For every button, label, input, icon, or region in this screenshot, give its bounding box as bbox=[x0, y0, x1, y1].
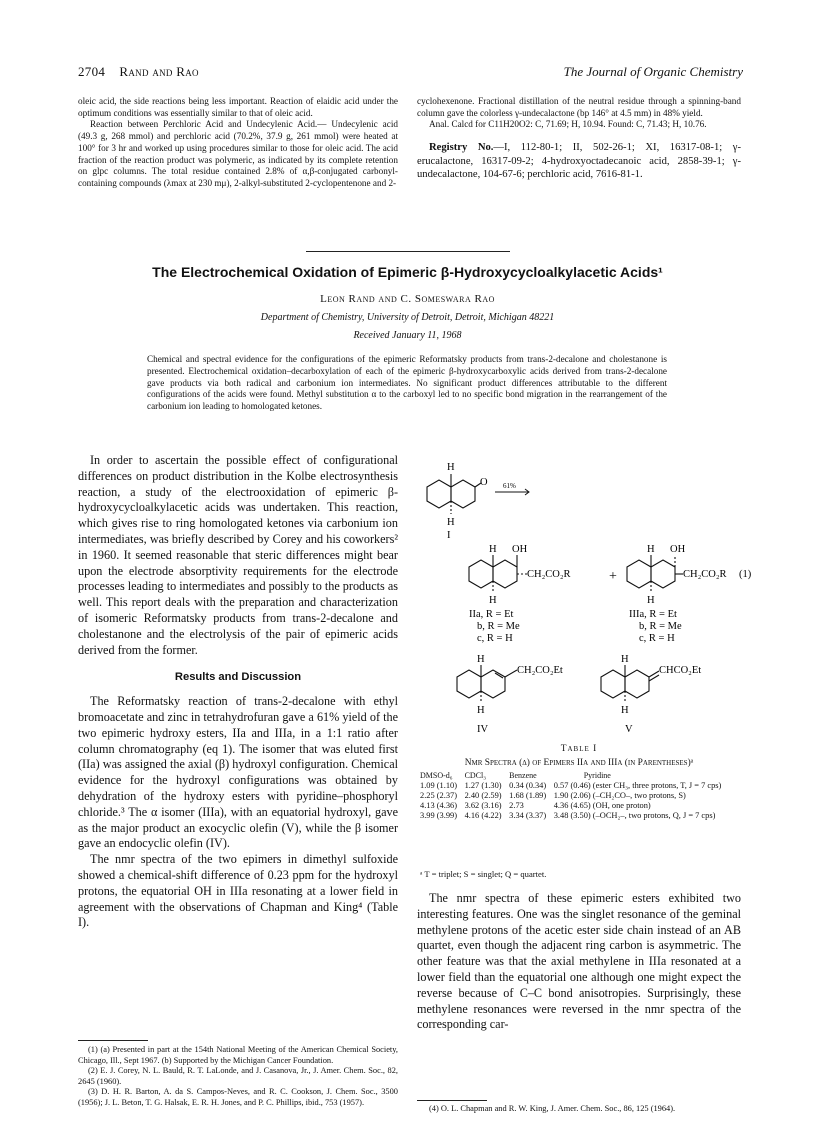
column-header: Pyridine bbox=[583, 771, 611, 780]
table-cell: 4.16 (4.22) bbox=[464, 811, 502, 820]
table-cell: 3.62 (3.16) bbox=[464, 801, 502, 810]
table-cell: 1.90 (2.06) (–CH₂CO–, two protons, S) bbox=[553, 791, 686, 800]
footnotes bbox=[78, 1045, 398, 1109]
table-cell: 3.48 (3.50) (–OCH₂–, two protons, Q, J = 7 cps) bbox=[553, 811, 716, 820]
label-IIIc: c, R = H bbox=[639, 633, 675, 644]
label-IIb: b, R = Me bbox=[477, 621, 520, 632]
table-cell: 0.34 (0.34) bbox=[509, 781, 547, 790]
registry-numbers bbox=[417, 141, 741, 182]
received-date: Received January 11, 1968 bbox=[353, 330, 462, 341]
results-paragraph: The Reformatsky reaction of trans-2-decalone with ethyl bromoacetate and zinc in tetrahydrofuran gave a 61% yield of the two epimeric hydroxy esters, IIa and IIIa, in a 1:1 ratio after column chromatography (eq 1). The isomer that was eluted first (IIa) was assigned the axial (β) hydroxyl configuration. Chemical evidence for the hydroxyl configurations was obtained by dehydration of the hydroxy esters with pyridine–phosphoryl chloride.³ The α isomer (IIIa), with an equatorial hydroxyl, gave as the major product an exocyclic olefin (V), while the β isomer gave an endocyclic olefin (IV). bbox=[78, 694, 398, 851]
side-chain-V: CHCO₂Et bbox=[659, 665, 702, 676]
table-cell: 4.36 (4.65) (OH, one proton) bbox=[553, 801, 651, 810]
article-affiliation: Department of Chemistry, University of Detroit, Detroit, Michigan 48221 bbox=[260, 312, 555, 323]
paragraph: oleic acid, the side reactions being less important. Reaction of elaidic acid under the optimum conditions was essentially similar to that of oleic acid. bbox=[78, 96, 398, 118]
nmr-table bbox=[420, 771, 744, 821]
table-cell: 2.25 (2.37) bbox=[420, 791, 457, 800]
table-row bbox=[420, 811, 744, 821]
hydroxyl-label: OH bbox=[512, 544, 528, 555]
hydrogen-label: H bbox=[489, 544, 497, 555]
table-cell: 0.57 (0.46) (ester CH₃, three protons, T, J = 7 cps) bbox=[553, 781, 722, 790]
column-header: DMSO-d₆ bbox=[420, 771, 453, 780]
table-cell: 4.13 (4.36) bbox=[420, 801, 457, 810]
hydrogen-label: H bbox=[447, 517, 455, 528]
hydroxyl-label: OH bbox=[670, 544, 686, 555]
table-row bbox=[420, 781, 744, 791]
paragraph: cyclohexenone. Fractional distillation of the neutral residue through a spinning-band column gave the colorless γ-undecalactone (bp 146° at 4.5 mm) in 48% yield. bbox=[417, 96, 741, 118]
paragraph: Reaction between Perchloric Acid and Undecylenic Acid.— Undecylenic acid (49.3 g, 268 mmol) and perchloric acid (70.2%, 37.9 g, 261 mmol) were heated at 100° for 3 hr and worked up using procedures similar to those for oleic acid. The acid fraction of the reaction product was polymeric, as indicated by its complete retention on glpc columns. The total residue contained 2.8% of α,β-conjugated carbonyl-containing compounds (λmax at 230 mμ), 2-alkyl-substituted 2-cyclopentenone and 2- bbox=[78, 119, 398, 188]
footnote: (2) E. J. Corey, N. L. Bauld, R. T. LaLonde, and J. Casanova, Jr., J. Amer. Chem. Soc., 82, 2645 (1960). bbox=[78, 1066, 398, 1086]
plus-sign: + bbox=[609, 569, 617, 584]
table-cell: 1.27 (1.30) bbox=[464, 781, 502, 790]
section-heading: Results and Discussion bbox=[174, 671, 302, 684]
intro-paragraph: In order to ascertain the possible effect of configurational differences on product distribution in the Kolbe electrosynthesis reaction, a study of the electrooxidation of epimeric β-hydroxycycloalkylacetic acids was undertaken. This reaction, which gives rise to ring homologated ketones via carbonium ion intermediates, was briefly described by Corey and his coworkers² in 1960. It seemed reasonable that steric differences might bear upon the electrode absorptivity requirements for the electrode processes leading to intermediates and possibly to the products as well. This report deals with the preparation and characterization of isomeric Reformatsky products from trans-2-decalone and cholestanone and the electrolysis of the pair of epimeric acids derived from the former. bbox=[78, 453, 398, 657]
results-paragraph: The nmr spectra of the two epimers in dimethyl sulfoxide showed a chemical-shift difference of 0.23 ppm for the hydroxyl protons, the equatorial OH in IIIa resonating at a lower field in agreement with the observations of Chapman and King⁴ (Table I). bbox=[78, 852, 398, 930]
oxygen-label: O bbox=[480, 477, 488, 488]
hydrogen-label: H bbox=[477, 654, 485, 665]
table-caption: Table I bbox=[560, 744, 598, 754]
running-authors: Rand and Rao bbox=[119, 64, 199, 79]
column-header: Benzene bbox=[509, 771, 537, 780]
journal-name: The Journal of Organic Chemistry bbox=[563, 64, 743, 79]
footnote: (4) O. L. Chapman and R. W. King, J. Amer. Chem. Soc., 86, 125 (1964). bbox=[429, 1104, 676, 1113]
equation-number: (1) bbox=[739, 569, 752, 580]
table-header-row bbox=[420, 771, 744, 781]
structure-V bbox=[601, 665, 659, 703]
table-footnote: ᵃ T = triplet; S = singlet; Q = quartet. bbox=[420, 869, 547, 879]
previous-article-right-column bbox=[417, 96, 741, 182]
yield-label: 61% bbox=[503, 482, 516, 490]
label-IIIa: IIIa, R = Et bbox=[629, 609, 677, 620]
article-divider bbox=[306, 251, 510, 252]
hydrogen-label: H bbox=[621, 705, 629, 716]
compound-label-I: I bbox=[447, 530, 451, 541]
main-left-column bbox=[78, 453, 398, 931]
page-number: 2704 bbox=[78, 64, 106, 79]
table-cell: 2.73 bbox=[509, 801, 524, 810]
hydrogen-label: H bbox=[647, 595, 655, 606]
table-cell: 3.99 (3.99) bbox=[420, 811, 457, 820]
compound-label-IV: IV bbox=[477, 724, 489, 735]
hydrogen-label: H bbox=[477, 705, 485, 716]
footnote: (3) D. H. R. Barton, A. da S. Campos-Neves, and R. C. Cookson, J. Chem. Soc., 3500 (1956); J. L. Beton, T. G. Halsak, E. R. H. Jones, and P. C. Phillips, ibid., 753 (1957). bbox=[78, 1087, 398, 1107]
compound-label-V: V bbox=[625, 724, 633, 735]
table-cell: 1.09 (1.10) bbox=[420, 781, 457, 790]
footnote: (1) (a) Presented in part at the 154th National Meeting of the American Chemical Society, Chicago, Ill., Sept 1967. (b) Supported by the Michigan Cancer Foundation. bbox=[78, 1045, 398, 1065]
structure-I bbox=[427, 474, 481, 514]
side-chain-IV: CH₂CO₂Et bbox=[517, 665, 563, 676]
column-header: CDCl₃ bbox=[464, 771, 487, 780]
abstract: Chemical and spectral evidence for the configurations of the epimeric Reformatsky products from trans-2-decalone and cholestanone is presented. Electrochemical oxidation–decarboxylation of each of the epimeric β-hydroxycarboxylic acids derived from trans-2-decalone gave products via both radical and carbonium ion intermediates. No significant product differences attributable to the different configurations of the acids were found. Methyl substitution α to the carboxyl led to no specific bond migration in the rearrangement of the carbonium ion leading to homologated ketones. bbox=[147, 354, 667, 412]
footnote-divider bbox=[78, 1040, 148, 1041]
table-subtitle: Nmr Spectra (δ) of Epimers IIa and IIIa (in Parentheses)ᵃ bbox=[464, 758, 694, 768]
footnote-divider bbox=[417, 1100, 487, 1101]
table-cell: 1.68 (1.89) bbox=[509, 791, 547, 800]
label-IIc: c, R = H bbox=[477, 633, 513, 644]
side-chain-III: CH₂CO₂R bbox=[683, 569, 727, 580]
paragraph: The nmr spectra of these epimeric esters exhibited two interesting features. One was the singlet resonance of the geminal methylene protons of the acetic ester side chain instead of an AB quartet, even though the adjacent ring carbon is asymmetric. The other feature was that the axial methylene in IIIa resonated at a lower field than the equatorial one although one might expect the reverse because of C–C bond anisotropies. Surprisingly, these methylene resonances were reversed in the nmr spectra of the corresponding car- bbox=[417, 891, 741, 1032]
page-header-left bbox=[78, 64, 199, 80]
hydrogen-label: H bbox=[647, 544, 655, 555]
label-IIa: IIa, R = Et bbox=[469, 609, 514, 620]
label-IIIb: b, R = Me bbox=[639, 621, 682, 632]
reaction-scheme bbox=[417, 452, 757, 744]
structure-III bbox=[627, 555, 683, 593]
article-authors: Leon Rand and C. Someswara Rao bbox=[320, 293, 495, 305]
main-right-column bbox=[417, 891, 741, 1033]
structure-IV bbox=[457, 665, 517, 703]
hydrogen-label: H bbox=[447, 462, 455, 473]
registry-label: Registry No. bbox=[429, 142, 494, 154]
registry-text: —I, 112-80-1; II, 502-26-1; XI, 16317-08-1; γ-erucalactone, 16317-09-2; 4-hydroxyoctadecanoic acid, 2858-39-1; γ-undecalactone, 104-67-6; perchloric acid, 7616-81-1. bbox=[417, 142, 741, 181]
hydrogen-label: H bbox=[489, 595, 497, 606]
structure-II bbox=[469, 555, 527, 593]
table-row bbox=[420, 791, 744, 801]
previous-article-left-column bbox=[78, 96, 398, 190]
side-chain-II: CH₂CO₂R bbox=[527, 569, 571, 580]
table-cell: 3.34 (3.37) bbox=[509, 811, 547, 820]
hydrogen-label: H bbox=[621, 654, 629, 665]
analysis-paragraph: Anal. Calcd for C11H20O2: C, 71.69; H, 10.94. Found: C, 71.43; H, 10.76. bbox=[429, 119, 707, 130]
table-cell: 2.40 (2.59) bbox=[464, 791, 502, 800]
table-row bbox=[420, 801, 744, 811]
article-title: The Electrochemical Oxidation of Epimeric β-Hydroxycycloalkylacetic Acids¹ bbox=[152, 264, 663, 280]
